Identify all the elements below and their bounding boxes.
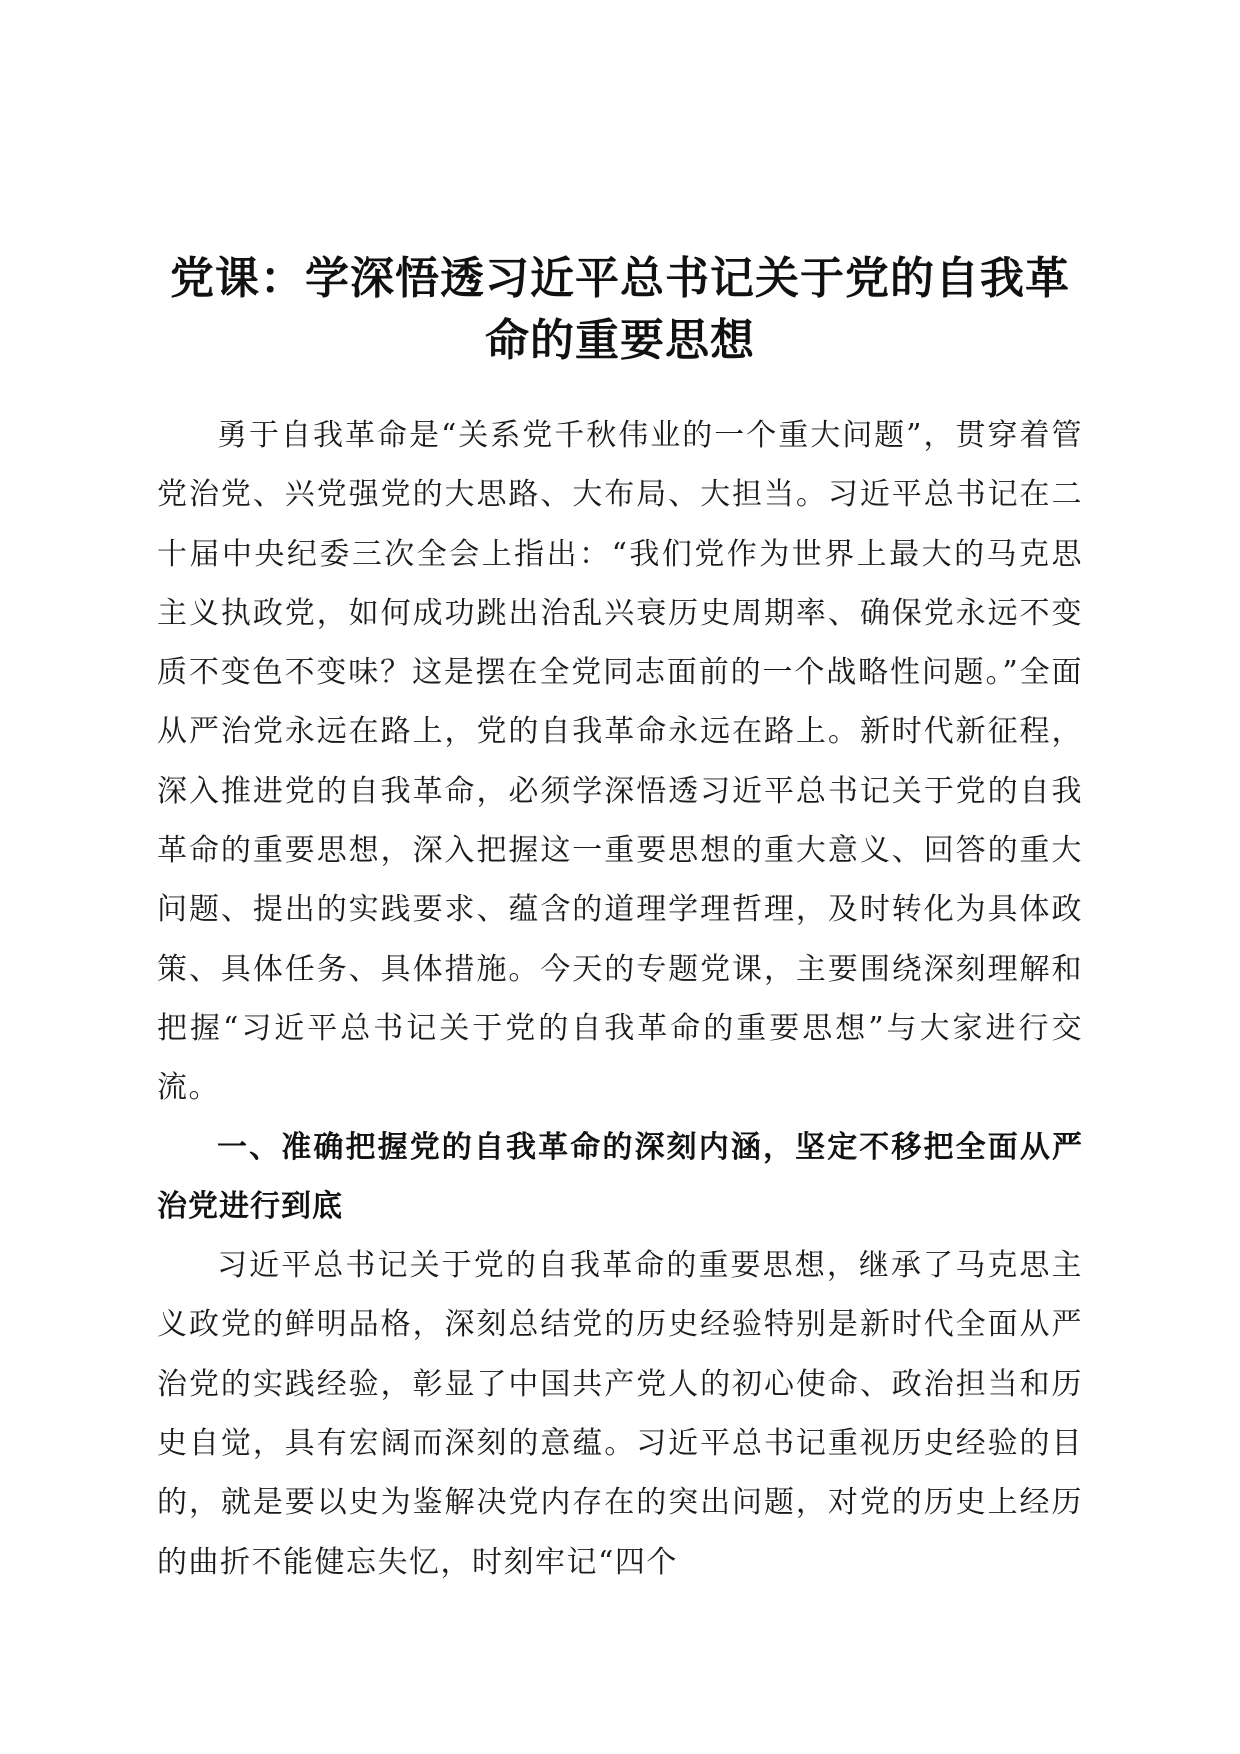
document-title <box>150 248 1090 372</box>
section-1-paragraph: 习近平总书记关于党的自我革命的重要思想，继承了马克思主义政党的鲜明品格，深刻总结党的历史经验特别是新时代全面从严治党的实践经验，彰显了中国共产党人的初心使命、政治担当和历史自觉，具有宏阔而深刻的意蕴。习近平总书记重视历史经验的目的，就是要以史为鉴解决党内存在的突出问题，对党的历史上经历的曲折不能健忘失忆，时刻牢记“四个 <box>157 1248 1083 1580</box>
document-body <box>157 406 1083 1592</box>
intro-paragraph: 勇于自我革命是“关系党千秋伟业的一个重大问题”，贯穿着管党治党、兴党强党的大思路、大布局、大担当。习近平总书记在二十届中央纪委三次全会上指出：“我们党作为世界上最大的马克思主义执政党，如何成功跳出治乱兴衰历史周期率、确保党永远不变质不变色不变味？这是摆在全党同志面前的一个战略性问题。”全面从严治党永远在路上，党的自我革命永远在路上。新时代新征程，深入推进党的自我革命，必须学深悟透习近平总书记关于党的自我革命的重要思想，深入把握这一重要思想的重大意义、回答的重大问题、提出的实践要求、蕴含的道理学理哲理，及时转化为具体政策、具体任务、具体措施。今天的专题党课，主要围绕深刻理解和把握“习近平总书记关于党的自我革命的重要思想”与大家进行交流。 <box>157 418 1083 1106</box>
title-line-2: 命的重要思想 <box>485 315 755 366</box>
title-line-1: 党课：学深悟透习近平总书记关于党的自我革 <box>170 253 1070 304</box>
section-heading-1: 一、准确把握党的自我革命的深刻内涵，坚定不移把全面从严治党进行到底 <box>157 1129 1083 1224</box>
